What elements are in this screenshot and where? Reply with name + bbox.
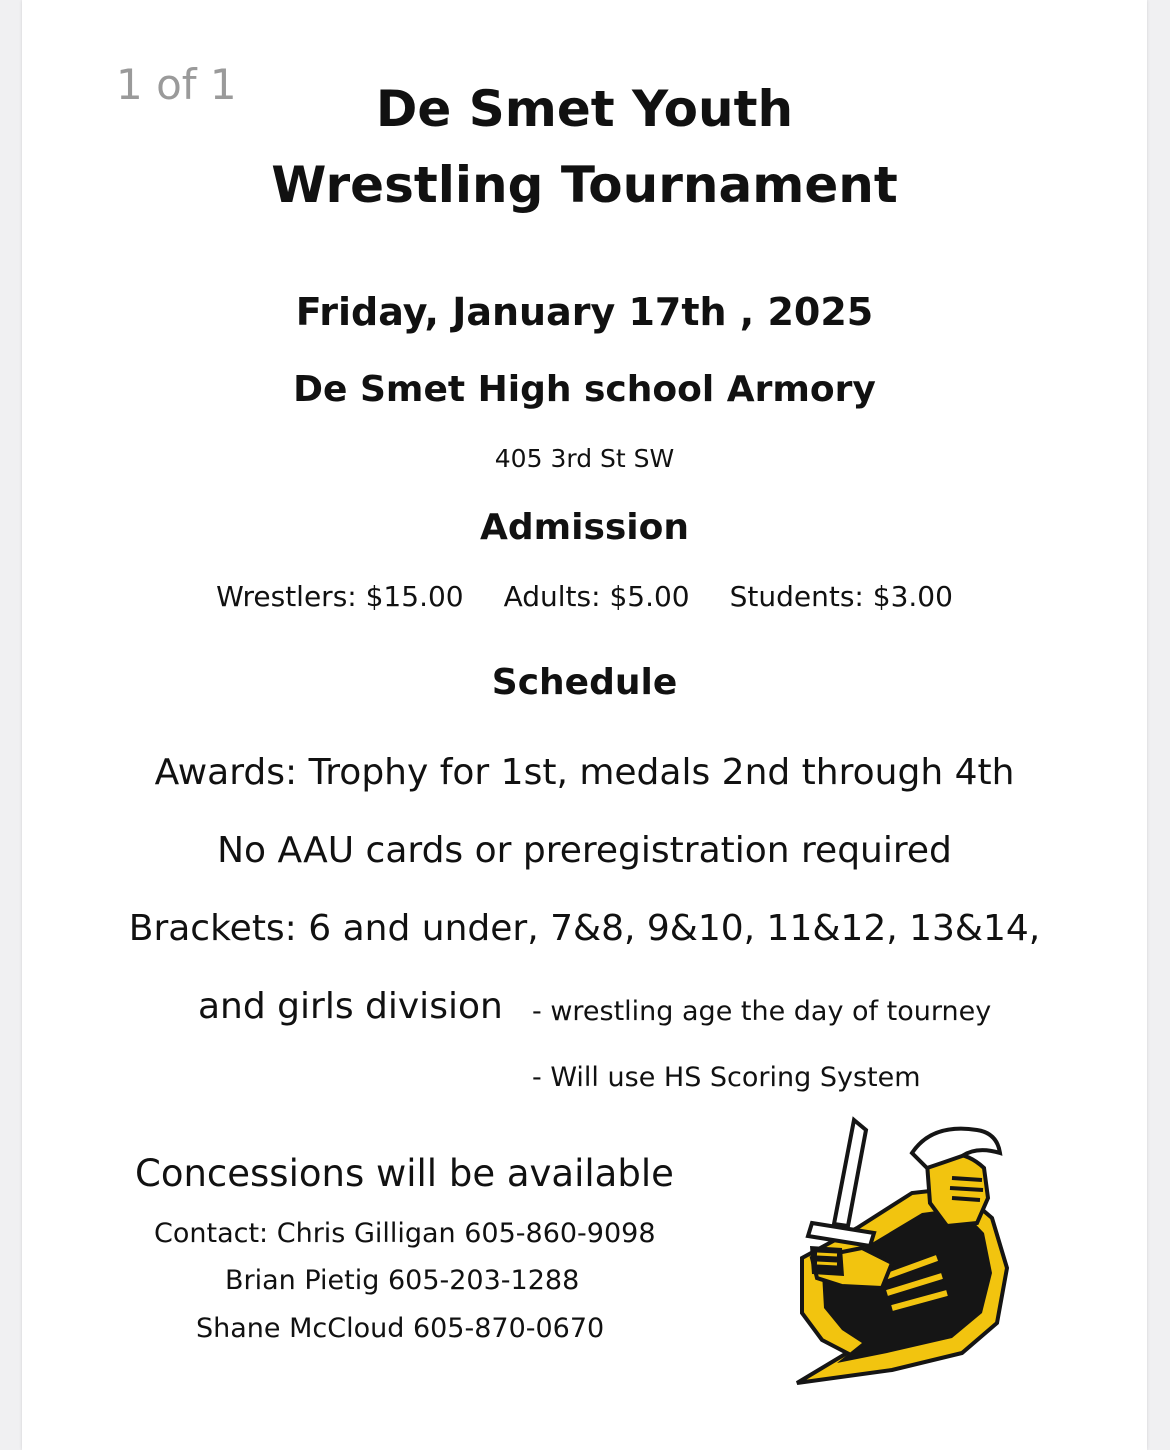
- knight-mascot-icon: [762, 1108, 1022, 1388]
- contact-chris-gilligan: Contact: Chris Gilligan 605-860-9098: [154, 1218, 656, 1249]
- price-wrestlers: Wrestlers: $15.00: [216, 580, 464, 613]
- page-indicator: 1 of 1: [116, 60, 237, 109]
- admission-prices: [22, 580, 1147, 613]
- flyer-title: [22, 71, 1147, 223]
- no-aau-line: No AAU cards or preregistration required: [217, 830, 952, 871]
- schedule-heading: Schedule: [491, 662, 678, 703]
- age-note: - wrestling age the day of tourney: [532, 996, 992, 1027]
- title-line-2: Wrestling Tournament: [271, 156, 898, 214]
- admission-heading: Admission: [479, 507, 690, 548]
- title-line-1: De Smet Youth: [375, 80, 794, 138]
- flyer-page: [22, 0, 1147, 1450]
- brackets-line: Brackets: 6 and under, 7&8, 9&10, 11&12, 13&14,: [128, 908, 1041, 949]
- concessions-note: Concessions will be available: [135, 1152, 674, 1195]
- event-date: Friday, January 17th , 2025: [295, 290, 874, 334]
- price-adults: Adults: $5.00: [503, 580, 690, 613]
- event-venue: De Smet High school Armory: [293, 369, 876, 410]
- brackets-continued: and girls division: [198, 986, 503, 1027]
- scoring-note: - Will use HS Scoring System: [532, 1062, 921, 1093]
- event-address: 405 3rd St SW: [494, 444, 675, 473]
- awards-line: Awards: Trophy for 1st, medals 2nd through 4th: [154, 752, 1015, 793]
- contact-brian-pietig: Brian Pietig 605-203-1288: [225, 1265, 580, 1296]
- contact-shane-mccloud: Shane McCloud 605-870-0670: [196, 1313, 605, 1344]
- price-students: Students: $3.00: [729, 580, 953, 613]
